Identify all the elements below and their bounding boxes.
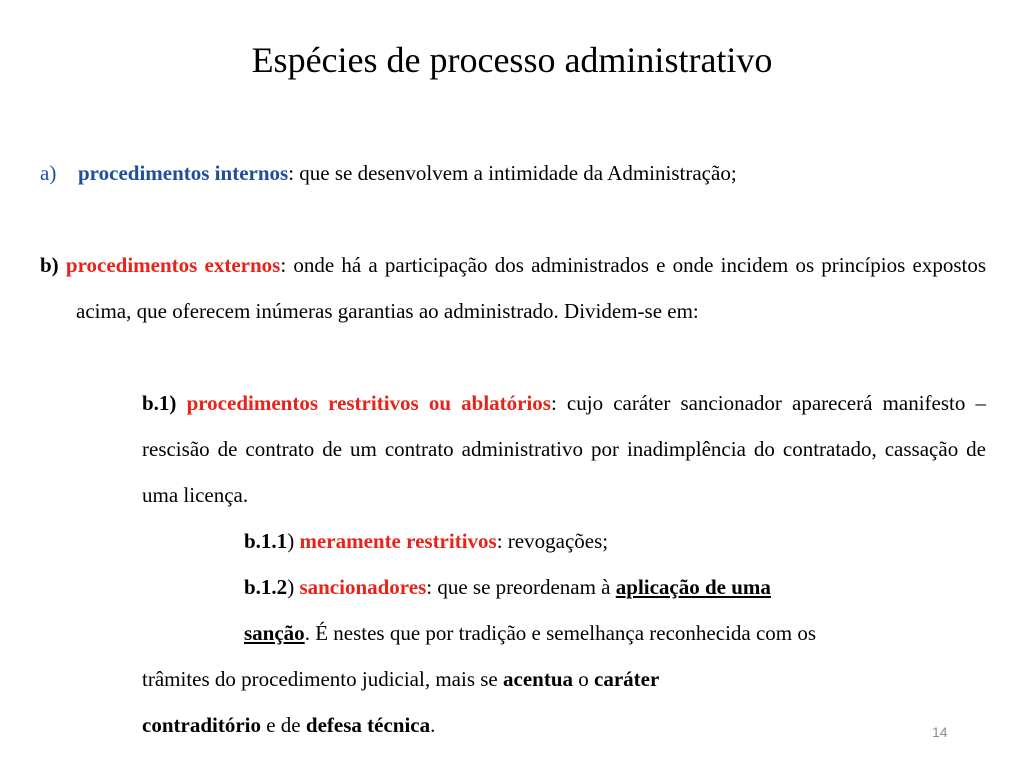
item-a-text: : que se desenvolvem a intimidade da Administração; bbox=[288, 161, 737, 185]
item-b1-term: procedimentos restritivos ou ablatórios bbox=[186, 391, 551, 415]
page-number: 14 bbox=[932, 724, 948, 740]
item-b12-term: sancionadores bbox=[299, 575, 427, 599]
item-b-marker: b) bbox=[40, 253, 59, 277]
item-b11-paren: ) bbox=[287, 529, 295, 553]
item-a-term: procedimentos internos bbox=[78, 161, 289, 185]
item-b12-marker: b.1.2 bbox=[244, 575, 288, 599]
item-b11-marker: b.1.1 bbox=[244, 529, 288, 553]
item-b11-term: meramente restritivos bbox=[299, 529, 497, 553]
item-b12-o: o bbox=[573, 667, 594, 691]
slide-title: Espécies de processo administrativo bbox=[251, 40, 773, 80]
item-b12-underlined1: aplicação de uma bbox=[615, 575, 771, 599]
item-b12-acentua: acentua bbox=[503, 667, 573, 691]
item-b1 bbox=[142, 380, 986, 518]
item-b12-contraditorio: contraditório bbox=[142, 713, 261, 737]
item-a-marker: a) bbox=[40, 161, 57, 185]
item-b12-underlined2: sanção bbox=[244, 621, 305, 645]
item-b12-line2 bbox=[244, 610, 984, 656]
item-b12-paren: ) bbox=[287, 575, 295, 599]
item-b12-defesa: defesa técnica bbox=[305, 713, 431, 737]
item-b-text: : onde há a participação dos administrados e onde incidem os princípios expostos acima, que oferecem inúmeras garantias ao administrado. Dividem-se em: bbox=[76, 253, 986, 323]
item-b12-end: . bbox=[430, 713, 436, 737]
item-b11 bbox=[244, 518, 984, 564]
item-b12-line3 bbox=[142, 656, 986, 702]
item-b11-text: : revogações; bbox=[496, 529, 609, 553]
item-b12-e-de: e de bbox=[260, 713, 306, 737]
item-b12-carater: caráter bbox=[594, 667, 660, 691]
item-b bbox=[40, 242, 986, 334]
item-b12-text2: . É nestes que por tradição e semelhança reconhecida com os bbox=[304, 621, 817, 645]
item-b1-text: : cujo caráter sancionador aparecerá manifesto – rescisão de contrato de um contrato administrativo por inadimplência do contratado, cassação de uma licença. bbox=[142, 391, 986, 507]
item-b-term: procedimentos externos bbox=[65, 253, 281, 277]
item-b12-line4 bbox=[142, 702, 986, 748]
item-b12-line3-start: trâmites do procedimento judicial, mais se bbox=[142, 667, 503, 691]
item-b1-marker: b.1) bbox=[142, 391, 177, 415]
item-b12-text1: : que se preordenam à bbox=[426, 575, 616, 599]
item-b12-line1 bbox=[244, 564, 984, 610]
